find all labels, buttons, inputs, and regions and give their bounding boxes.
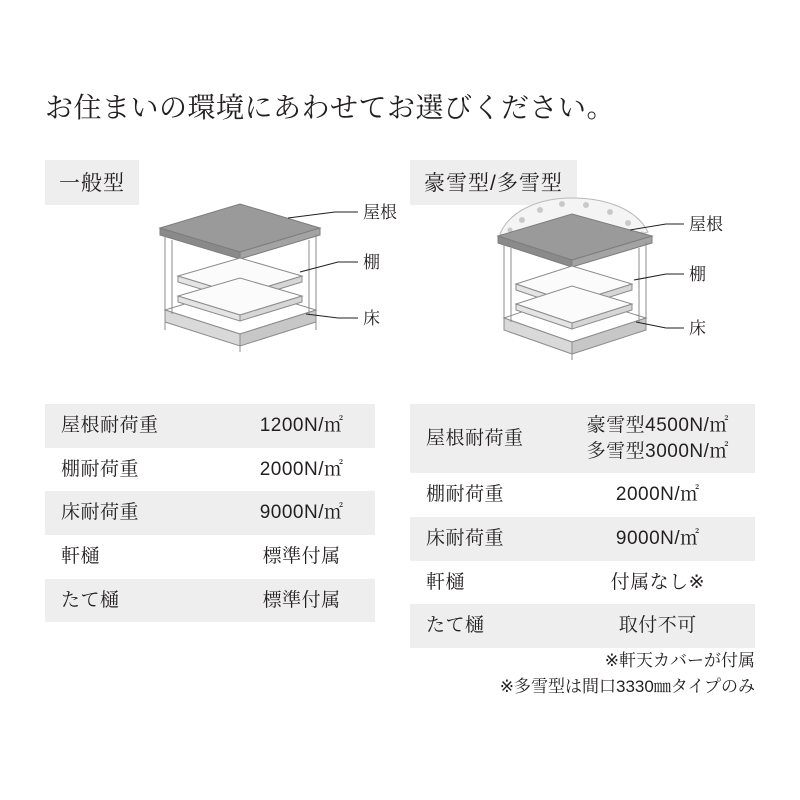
spec-table-snow	[410, 404, 755, 648]
spec-label: 屋根耐荷重	[45, 404, 228, 448]
spec-value-line: 豪雪型4500N/㎡	[586, 415, 729, 436]
spec-table-general	[45, 404, 375, 622]
column-header-snow: 豪雪型/多雪型	[410, 160, 577, 205]
table-row	[45, 448, 375, 492]
callout-roof-general: 屋根	[363, 203, 397, 222]
footnote-item: ※軒天カバーが付属	[604, 651, 755, 670]
spec-value: 標準付属	[228, 535, 375, 579]
spec-value: 9000N/㎡	[228, 491, 375, 535]
table-row	[410, 473, 755, 517]
spec-value: 付属なし※	[561, 561, 755, 605]
illustration-snow-type	[470, 190, 760, 395]
table-row	[410, 404, 755, 473]
spec-label: 屋根耐荷重	[410, 404, 561, 473]
spec-label: 床耐荷重	[45, 491, 228, 535]
spec-value: 1200N/㎡	[228, 404, 375, 448]
spec-value	[561, 404, 755, 473]
spec-value: 取付不可	[561, 604, 755, 648]
spec-label: 棚耐荷重	[410, 473, 561, 517]
callout-shelf-snow: 棚	[689, 265, 706, 284]
spec-value-line: 多雪型3000N/㎡	[586, 440, 729, 462]
table-row	[45, 491, 375, 535]
callout-floor-general: 床	[363, 309, 380, 328]
illustration-general-type	[120, 190, 410, 395]
spec-value: 9000N/㎡	[561, 517, 755, 561]
callout-floor-snow: 床	[689, 319, 706, 338]
spec-label: たて樋	[410, 604, 561, 648]
spec-value: 標準付属	[228, 579, 375, 623]
table-row	[45, 579, 375, 623]
table-row	[410, 561, 755, 605]
table-row	[45, 535, 375, 579]
spec-value: 2000N/㎡	[228, 448, 375, 492]
column-header-general: 一般型	[45, 160, 139, 205]
page-title: お住まいの環境にあわせてお選びください。	[45, 92, 616, 123]
spec-label: 軒樋	[410, 561, 561, 605]
footnotes	[410, 648, 755, 701]
table-row	[410, 517, 755, 561]
spec-value: 2000N/㎡	[561, 473, 755, 517]
callout-shelf-general: 棚	[363, 253, 380, 272]
spec-label: 軒樋	[45, 535, 228, 579]
table-row	[410, 604, 755, 648]
spec-label: 床耐荷重	[410, 517, 561, 561]
callout-roof-snow: 屋根	[689, 215, 723, 234]
footnote-item: ※多雪型は間口3330㎜タイプのみ	[499, 677, 755, 697]
table-row	[45, 404, 375, 448]
spec-label: 棚耐荷重	[45, 448, 228, 492]
spec-label: たて樋	[45, 579, 228, 623]
